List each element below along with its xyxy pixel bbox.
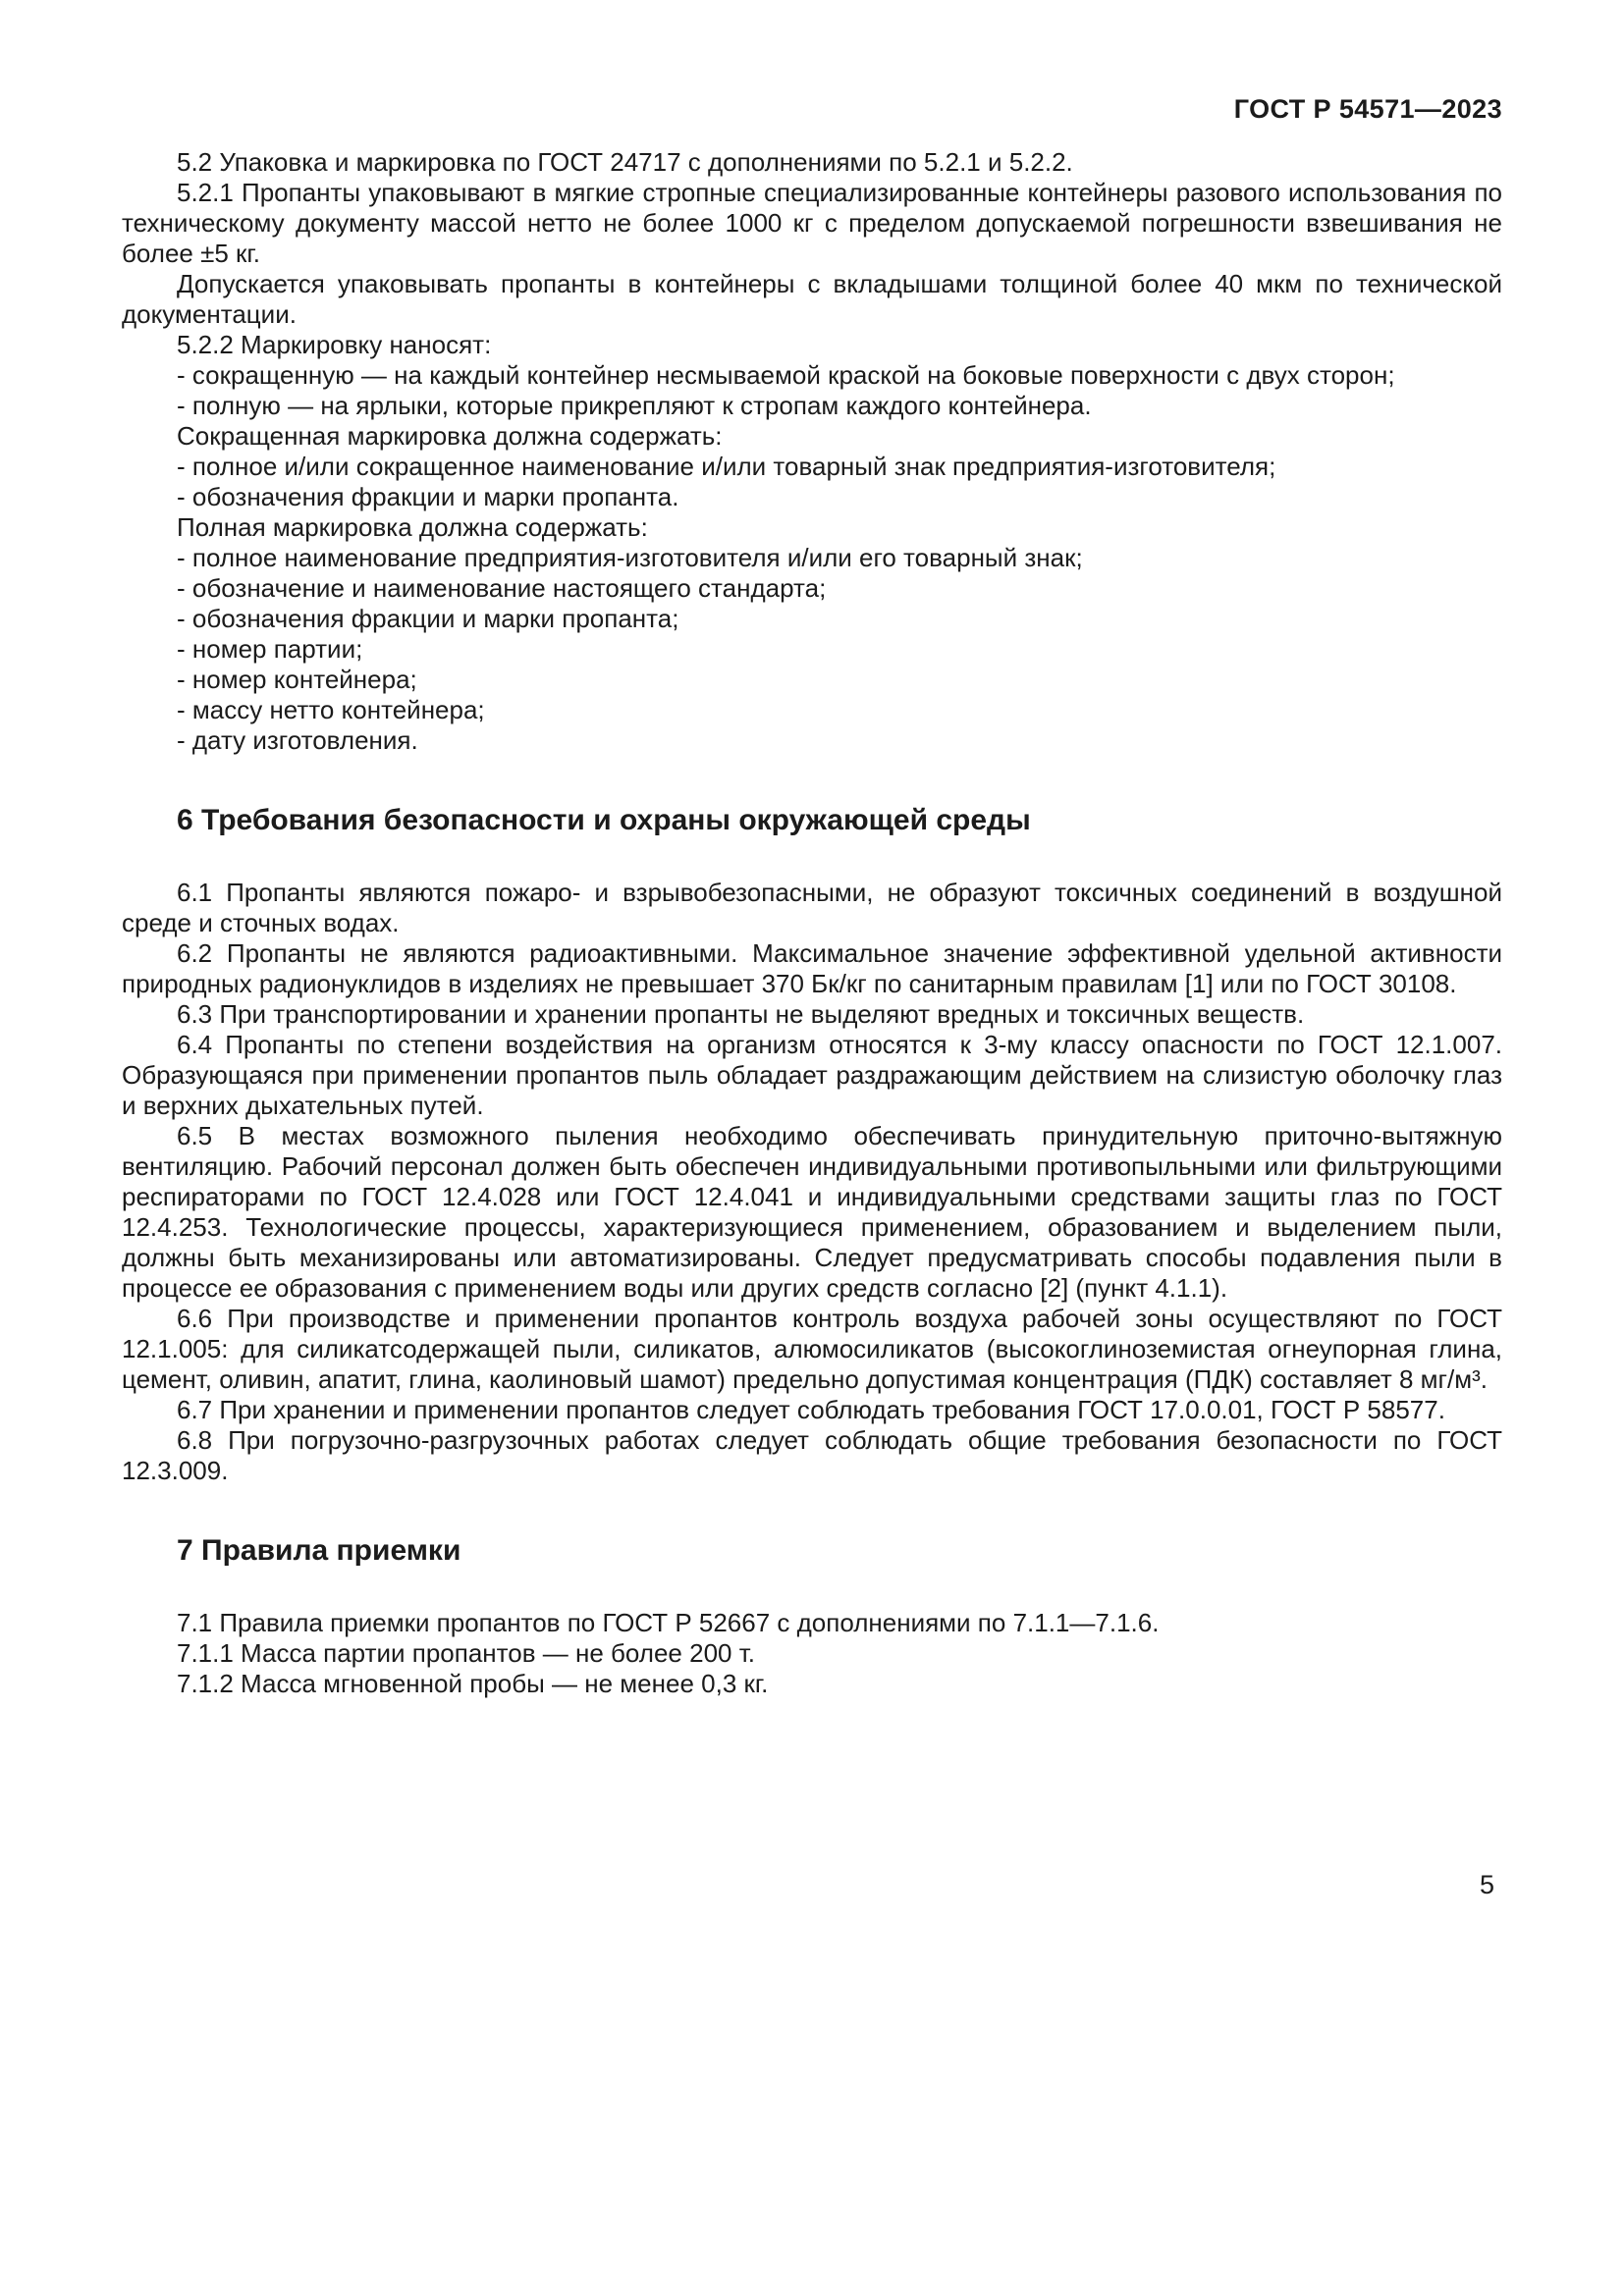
section-heading: 6 Требования безопасности и охраны окружающей среды: [177, 804, 1031, 836]
list-item: - полное наименование предприятия-изготовителя и/или его товарный знак;: [177, 543, 1083, 572]
list-item: - полное и/или сокращенное наименование и/или товарный знак предприятия-изготовителя;: [177, 452, 1276, 481]
list-item: - номер контейнера;: [177, 665, 417, 694]
paragraph: 5.2 Упаковка и маркировка по ГОСТ 24717 с дополнениями по 5.2.1 и 5.2.2.: [177, 147, 1073, 177]
list-item: - обозначения фракции и марки пропанта;: [177, 604, 679, 633]
paragraph: 7.1 Правила приемки пропантов по ГОСТ Р 52667 с дополнениями по 7.1.1—7.1.6.: [177, 1608, 1160, 1637]
list-item: - полную — на ярлыки, которые прикрепляют к стропам каждого контейнера.: [177, 391, 1092, 420]
paragraph: 6.2 Пропанты не являются радиоактивными. Максимальное значение эффективной удельной активности природных радионуклидов в изделиях не превышает 370 Бк/кг по санитарным правилам [1] или по ГОСТ 30108.: [122, 938, 1502, 998]
list-item: - сокращенную — на каждый контейнер несмываемой краской на боковые поверхности с двух сторон;: [177, 360, 1395, 390]
paragraph: 6.5 В местах возможного пыления необходимо обеспечивать принудительную приточно-вытяжную вентиляцию. Рабочий персонал должен быть обеспечен индивидуальными противопыльными или фильтрующими респираторами по ГОСТ 12.4.028 или ГОСТ 12.4.041 и индивидуальными средствами защиты глаз по ГОСТ 12.4.253. Технологические процессы, характеризующиеся применением, образованием и выделением пыли, должны быть механизированы или автоматизированы. Следует предусматривать способы подавления пыли в процессе ее образования с применением воды или других средств согласно [2] (пункт 4.1.1).: [122, 1121, 1502, 1303]
paragraph: 5.2.2 Маркировку наносят:: [177, 330, 492, 359]
paragraph: 6.4 Пропанты по степени воздействия на организм относятся к 3-му классу опасности по ГОСТ 12.1.007. Образующаяся при применении пропантов пыль обладает раздражающим действием на слизистую оболочку глаз и верхних дыхательных путей.: [122, 1030, 1502, 1120]
paragraph: 6.8 При погрузочно-разгрузочных работах следует соблюдать общие требования безопасности по ГОСТ 12.3.009.: [122, 1425, 1502, 1485]
paragraph: 7.1.1 Масса партии пропантов — не более 200 т.: [177, 1638, 755, 1668]
paragraph: 7.1.2 Масса мгновенной пробы — не менее 0,3 кг.: [177, 1669, 769, 1698]
list-item: - обозначения фракции и марки пропанта.: [177, 482, 679, 511]
document-header: [1234, 94, 1502, 125]
list-item: - дату изготовления.: [177, 725, 418, 755]
list-item: - номер партии;: [177, 634, 363, 664]
doc-code: ГОСТ Р 54571—2023: [1233, 94, 1502, 124]
paragraph: Сокращенная маркировка должна содержать:: [177, 421, 723, 451]
page-number: 5: [1479, 1870, 1494, 1899]
paragraph: Полная маркировка должна содержать:: [177, 512, 648, 542]
section-heading: 7 Правила приемки: [177, 1534, 461, 1567]
paragraph: 6.7 При хранении и применении пропантов следует соблюдать требования ГОСТ 17.0.0.01, ГОСТ Р 58577.: [177, 1395, 1445, 1424]
paragraph: 6.1 Пропанты являются пожаро- и взрывобезопасными, не образуют токсичных соединений в воздушной среде и сточных водах.: [122, 878, 1502, 937]
document-body: [122, 147, 1502, 1699]
list-item: - массу нетто контейнера;: [177, 695, 485, 724]
paragraph: 5.2.1 Пропанты упаковывают в мягкие стропные специализированные контейнеры разового использования по техническому документу массой нетто не более 1000 кг с пределом допускаемой погрешности взвешивания не более ±5 кг.: [122, 178, 1502, 268]
paragraph: Допускается упаковывать пропанты в контейнеры с вкладышами толщиной более 40 мкм по технической документации.: [122, 269, 1502, 329]
paragraph: 6.6 При производстве и применении пропантов контроль воздуха рабочей зоны осуществляют по ГОСТ 12.1.005: для силикатсодержащей пыли, силикатов, алюмосиликатов (высокоглиноземистая огнеупорная глина, цемент, оливин, апатит, глина, каолиновый шамот) предельно допустимая концентрация (ПДК) составляет 8 мг/м³.: [122, 1304, 1502, 1394]
paragraph: 6.3 При транспортировании и хранении пропанты не выделяют вредных и токсичных веществ.: [177, 999, 1305, 1029]
list-item: - обозначение и наименование настоящего стандарта;: [177, 573, 827, 603]
